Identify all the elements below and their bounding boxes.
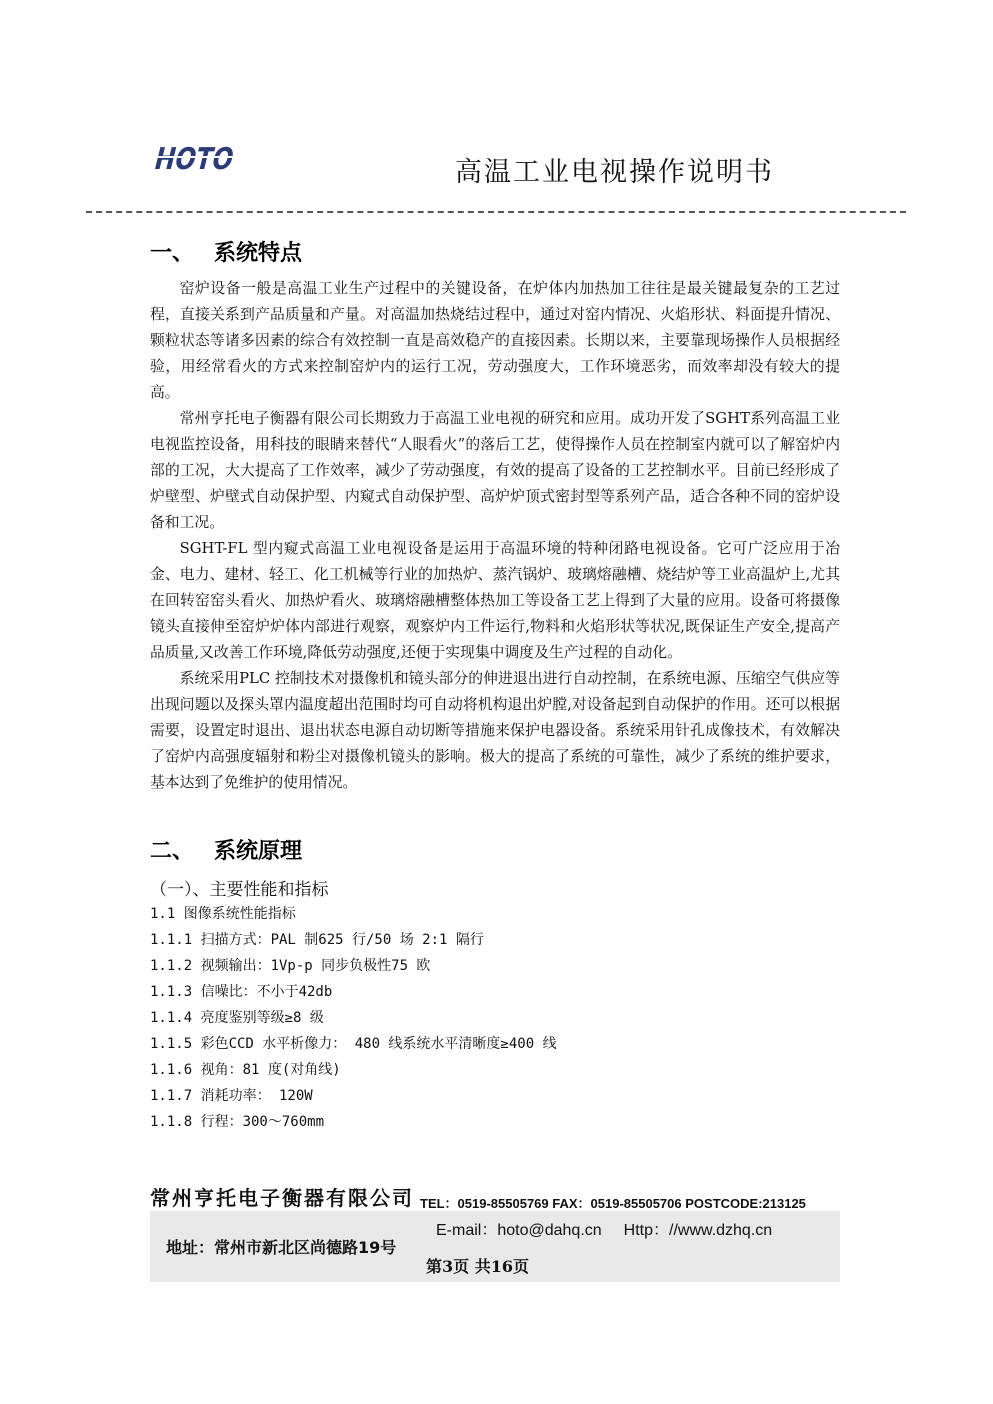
header-divider [86,211,906,213]
section-heading-features [150,236,302,267]
footer-contact-line [436,1217,772,1240]
spec-item: 1.1.3 信噪比：不小于42db [150,984,333,1000]
spec-item: 1.1.2 视频输出：1Vp-p 同步负极性75 欧 [150,958,431,974]
spec-item: 1.1.5 彩色CCD 水平析像力： 480 线系统水平清晰度≥400 线 [150,1036,557,1052]
logo-text: HOTO [150,142,256,177]
page-footer [150,1180,840,1282]
footer-email: E-mail：hoto@dahq.cn [436,1222,602,1239]
page-number: 第3页 共16页 [426,1257,529,1276]
hoto-logo [150,140,256,177]
spec-item: 1.1 图像系统性能指标 [150,906,296,922]
section-body [150,276,840,796]
spec-item: 1.1.4 亮度鉴别等级≥8 级 [150,1010,324,1026]
section-heading-principle [150,834,302,865]
paragraph: 系统采用PLC 控制技术对摄像机和镜头部分的伸进退出进行自动控制，在系统电源、压缩空气供应等出现问题以及探头罩内温度超出范围时均可自动将机构退出炉膛,对设备起到自动保护的作用。还可以根据需要，设置定时退出、退出状态电源自动切断等措施来保护电器设备。系统采用针孔成像技术，有效解决了窑炉内高强度辐射和粉尘对摄像机镜头的影响。极大的提高了系统的可靠性，减少了系统的维护要求，基本达到了免维护的使用情况。 [150,670,840,791]
spec-item: 1.1.1 扫描方式：PAL 制625 行/50 场 2:1 隔行 [150,932,484,948]
footer-address: 地址：常州市新北区尚德路19号 [166,1238,397,1257]
paragraph: 窑炉设备一般是高温工业生产过程中的关键设备，在炉体内加热加工往往是最关键最复杂的工艺过程，直接关系到产品质量和产量。对高温加热烧结过程中，通过对窑内情况、火焰形状、料面提升情况、颗粒状态等诸多因素的综合有效控制一直是高效稳产的直接因素。长期以来，主要靠现场操作人员根据经验，用经常看火的方式来控制窑炉内的运行工况，劳动强度大，工作环境恶劣，而效率却没有较大的提高。 [150,280,840,401]
spec-list [150,901,840,1135]
spec-item: 1.1.6 视角：81 度(对角线) [150,1062,341,1078]
section-number: 二、 [150,839,195,864]
section-number: 一、 [150,241,195,266]
spec-item: 1.1.8 行程：300～760mm [150,1114,325,1130]
paragraph: 常州亨托电子衡器有限公司长期致力于高温工业电视的研究和应用。成功开发了SGHT系列高温工业电视监控设备，用科技的眼睛来替代“人眼看火”的落后工艺，使得操作人员在控制室内就可以了解窑炉内部的工况，大大提高了工作效率，减少了劳动强度，有效的提高了设备的工艺控制水平。目前已经形成了炉壁型、炉壁式自动保护型、内窥式自动保护型、高炉炉顶式密封型等系列产品，适合各种不同的窑炉设备和工况。 [150,410,840,531]
footer-website: Http：//www.dzhq.cn [623,1222,773,1239]
footer-contact-box [150,1211,840,1282]
section-title: 系统原理 [214,839,303,864]
document-title: 高温工业电视操作说明书 [455,157,774,188]
paragraph: SGHT-FL 型内窥式高温工业电视设备是运用于高温环境的特种闭路电视设备。它可广泛应用于冶金、电力、建材、轻工、化工机械等行业的加热炉、蒸汽锅炉、玻璃熔融槽、烧结炉等工业高温炉上,尤其在回转窑窑头看火、加热炉看火、玻璃熔融槽整体热加工等设备工艺上得到了大量的应用。设备可将摄像镜头直接伸至窑炉炉体内部进行观察，观察炉内工件运行,物料和火焰形状等状况,既保证生产安全,提高产品质量,又改善工作环境,降低劳动强度,还便于实现集中调度及生产过程的自动化。 [150,540,840,661]
footer-tel-fax-postcode: TEL：0519-85505769 FAX：0519-85505706 POSTCODE:213125 [420,1196,806,1211]
spec-item: 1.1.7 消耗功率： 120W [150,1088,313,1104]
section-title: 系统特点 [214,241,303,266]
subsection-heading: （一）、主要性能和指标 [150,880,329,900]
footer-company-name: 常州亨托电子衡器有限公司 [150,1186,414,1210]
